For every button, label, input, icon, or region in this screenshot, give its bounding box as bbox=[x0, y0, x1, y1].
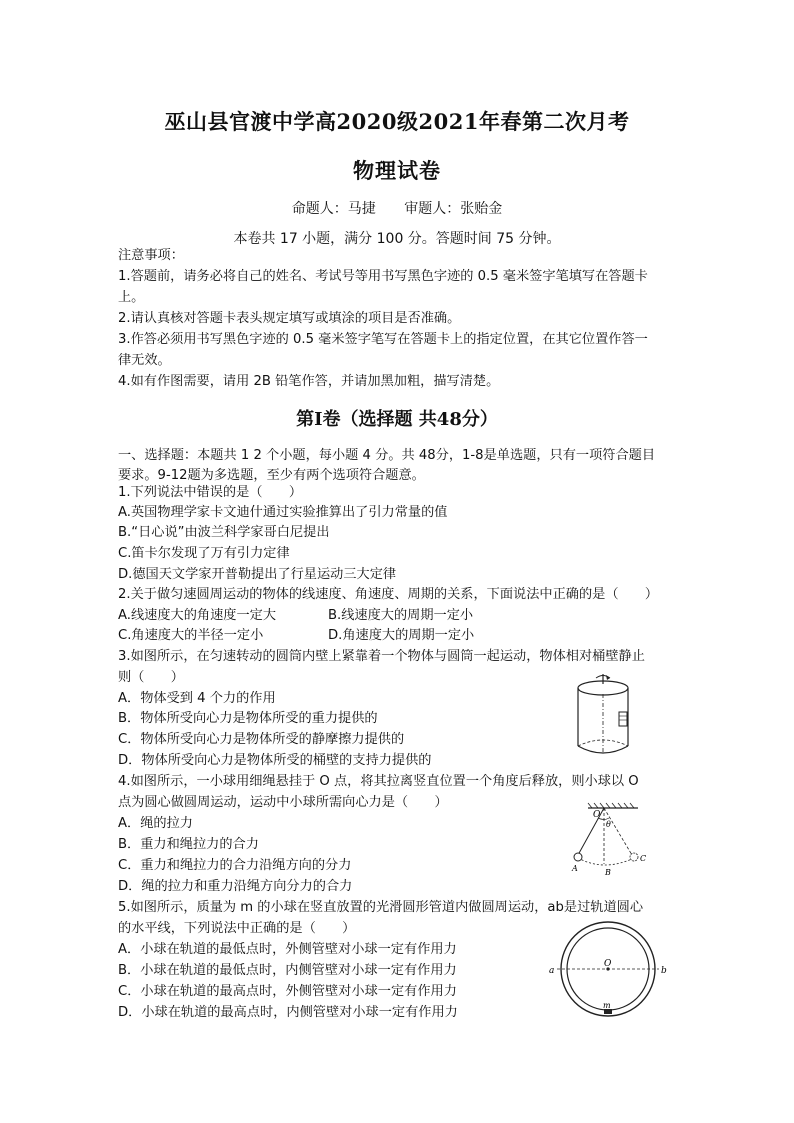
q5-option-d: D．小球在轨道的最高点时，内侧管壁对小球一定有作用力 bbox=[118, 1005, 458, 1020]
q2-option-c: C.角速度大的半径一定小 bbox=[118, 628, 264, 643]
note-line: 4.如有作图需要，请用 2B 铅笔作答，并请加黑加粗，描写清楚。 bbox=[118, 374, 500, 389]
q2-option-b: B.线速度大的周期一定小 bbox=[328, 608, 474, 623]
q4-option-b: B．重力和绳拉力的合力 bbox=[118, 837, 259, 852]
section-heading: 第Ⅰ卷（选择题 共48分） bbox=[296, 409, 498, 430]
label-theta: θ bbox=[606, 820, 611, 829]
rotating-cylinder-figure bbox=[568, 672, 638, 760]
label-B: B bbox=[605, 868, 611, 877]
q2-option-d: D.角速度大的周期一定小 bbox=[328, 628, 475, 643]
label-O: O bbox=[593, 810, 601, 820]
q1-option-c: C.笛卡尔发现了万有引力定律 bbox=[118, 546, 290, 561]
reviewer: 审题人：张贻金 bbox=[404, 201, 503, 217]
q4-option-d: D．绳的拉力和重力沿绳方向分力的合力 bbox=[118, 879, 353, 894]
label-A: A bbox=[572, 864, 578, 873]
q3-option-a: A．物体受到 4 个力的作用 bbox=[118, 691, 276, 706]
notes-heading: 注意事项： bbox=[118, 248, 184, 263]
q1-option-b: B.“日心说”由波兰科学家哥白尼提出 bbox=[118, 525, 330, 540]
q4-stem: 4.如图所示，一小球用细绳悬挂于 O 点，将其拉离竖直位置一个角度后释放，则小球以 O bbox=[118, 774, 639, 789]
q1-stem: 1.下列说法中错误的是（ ） bbox=[118, 485, 303, 500]
label-b: b bbox=[661, 966, 667, 976]
note-line: 上。 bbox=[118, 290, 145, 305]
q2-stem: 2.关于做匀速圆周运动的物体的线速度、角速度、周期的关系，下面说法中正确的是（ ） bbox=[118, 587, 659, 602]
q2-option-a: A.线速度大的角速度一定大 bbox=[118, 608, 277, 623]
q5-stem: 5.如图所示，质量为 m 的小球在竖直放置的光滑圆形管道内做圆周运动，ab是过轨道圆心 bbox=[118, 900, 644, 915]
instructions-line: 一、选择题：本题共 1 2 个小题，每小题 4 分。共 48分，1-8是单选题，只有一项符合题目 bbox=[118, 448, 656, 463]
setter: 命题人：马捷 bbox=[291, 201, 376, 217]
q3-option-b: B．物体所受向心力是物体所受的重力提供的 bbox=[118, 711, 378, 726]
q1-option-a: A.英国物理学家卡文迪什通过实验推算出了引力常量的值 bbox=[118, 505, 448, 520]
q5-option-a: A．小球在轨道的最低点时，外侧管壁对小球一定有作用力 bbox=[118, 942, 457, 957]
q3-stem: 3.如图所示，在匀速转动的圆筒内壁上紧靠着一个物体与圆筒一起运动，物体相对桶壁静止 bbox=[118, 649, 645, 664]
note-line: 律无效。 bbox=[118, 353, 171, 368]
label-m: m bbox=[603, 1001, 611, 1010]
q5-option-c: C．小球在轨道的最高点时，外侧管壁对小球一定有作用力 bbox=[118, 984, 457, 999]
q3-stem: 则（ ） bbox=[118, 670, 184, 685]
label-a: a bbox=[549, 966, 555, 976]
q5-option-b: B．小球在轨道的最低点时，内侧管壁对小球一定有作用力 bbox=[118, 963, 457, 978]
label-O: O bbox=[604, 959, 612, 969]
instructions-line: 要求。9-12题为多选题，至少有两个选项符合题意。 bbox=[118, 468, 425, 483]
q3-option-d: D．物体所受向心力是物体所受的桶壁的支持力提供的 bbox=[118, 753, 432, 768]
note-line: 2.请认真核对答题卡表头规定填写或填涂的项目是否准确。 bbox=[118, 311, 461, 326]
q4-stem: 点为圆心做圆周运动，运动中小球所需向心力是（ ） bbox=[118, 795, 448, 810]
label-C: C bbox=[640, 854, 647, 863]
exam-subtitle: 物理试卷 bbox=[353, 158, 441, 183]
pendulum-figure bbox=[560, 800, 660, 880]
q1-option-d: D.德国天文学家开普勒提出了行星运动三大定律 bbox=[118, 567, 397, 582]
q4-option-c: C．重力和绳拉力的合力沿绳方向的分力 bbox=[118, 858, 352, 873]
q4-option-a: A．绳的拉力 bbox=[118, 816, 193, 831]
circular-tube-figure bbox=[543, 917, 673, 1022]
q3-option-c: C．物体所受向心力是物体所受的静摩擦力提供的 bbox=[118, 732, 405, 747]
q5-stem: 的水平线，下列说法中正确的是（ ） bbox=[118, 921, 356, 936]
authors-line bbox=[0, 198, 794, 218]
exam-info: 本卷共 17 小题，满分 100 分。答题时间 75 分钟。 bbox=[233, 231, 561, 247]
exam-title: 巫山县官渡中学高2020级2021年春第二次月考 bbox=[164, 109, 630, 134]
note-line: 3.作答必须用书写黑色字迹的 0.5 毫米签字笔写在答题卡上的指定位置，在其它位置作答一 bbox=[118, 332, 648, 347]
note-line: 1.答题前，请务必将自己的姓名、考试号等用书写黑色字迹的 0.5 毫米签字笔填写在答题卡 bbox=[118, 269, 648, 284]
